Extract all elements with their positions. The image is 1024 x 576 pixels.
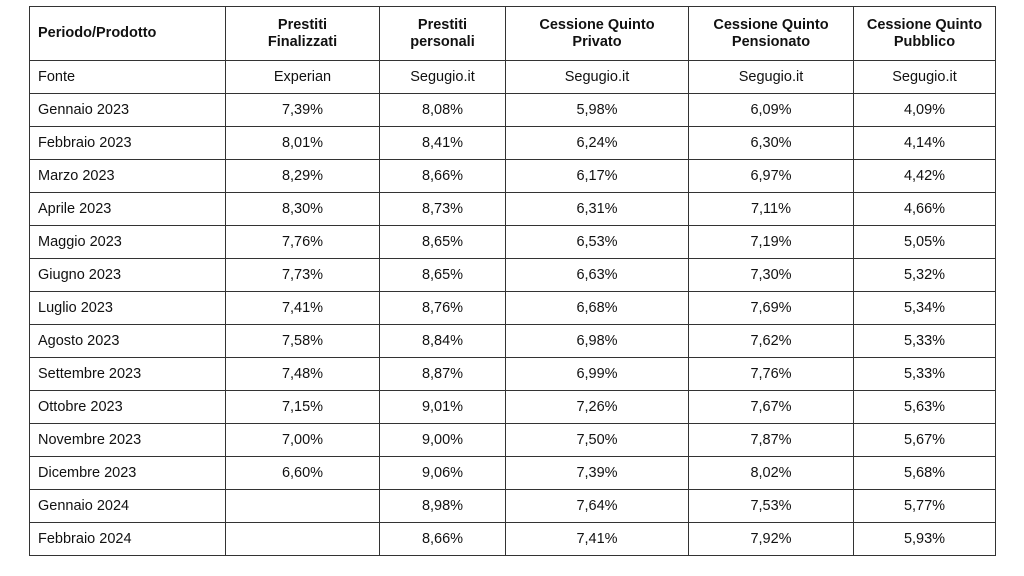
rate-cell: 8,01% bbox=[226, 127, 380, 160]
rate-cell: 5,63% bbox=[854, 391, 996, 424]
rate-cell: 7,39% bbox=[226, 94, 380, 127]
rate-cell: 8,66% bbox=[380, 523, 506, 556]
rate-cell: 7,30% bbox=[689, 259, 854, 292]
rate-cell: 6,31% bbox=[506, 193, 689, 226]
rate-cell: 5,98% bbox=[506, 94, 689, 127]
column-header-label: Pensionato bbox=[731, 33, 811, 50]
rate-cell: 7,41% bbox=[226, 292, 380, 325]
row-label-cell: Ottobre 2023 bbox=[30, 391, 226, 424]
row-label-cell: Dicembre 2023 bbox=[30, 457, 226, 490]
rate-cell: 7,19% bbox=[689, 226, 854, 259]
rate-cell: 4,09% bbox=[854, 94, 996, 127]
rate-cell: 7,26% bbox=[506, 391, 689, 424]
rate-cell: 5,67% bbox=[854, 424, 996, 457]
column-header-label: Cessione Quinto bbox=[713, 16, 829, 33]
rate-cell: 8,66% bbox=[380, 160, 506, 193]
row-label-cell: Gennaio 2024 bbox=[30, 490, 226, 523]
row-label-cell: Aprile 2023 bbox=[30, 193, 226, 226]
column-header-label: Prestiti bbox=[417, 16, 468, 33]
table-row bbox=[30, 391, 996, 424]
table-body bbox=[30, 61, 996, 556]
rate-cell: 8,02% bbox=[689, 457, 854, 490]
row-label-cell: Gennaio 2023 bbox=[30, 94, 226, 127]
rate-cell: 7,15% bbox=[226, 391, 380, 424]
rate-cell: 6,97% bbox=[689, 160, 854, 193]
table-row bbox=[30, 325, 996, 358]
rate-cell: 6,53% bbox=[506, 226, 689, 259]
table-row bbox=[30, 292, 996, 325]
rate-cell: 8,65% bbox=[380, 259, 506, 292]
rate-cell: 5,33% bbox=[854, 325, 996, 358]
rate-cell: 7,58% bbox=[226, 325, 380, 358]
table-row bbox=[30, 523, 996, 556]
rate-cell: 6,68% bbox=[506, 292, 689, 325]
column-header-label: Privato bbox=[572, 33, 622, 50]
table-row bbox=[30, 94, 996, 127]
column-header-cessione-quinto-pubblico bbox=[854, 7, 996, 61]
table-row bbox=[30, 490, 996, 523]
column-header-prestiti-personali bbox=[380, 7, 506, 61]
row-label-cell: Luglio 2023 bbox=[30, 292, 226, 325]
rate-cell: 6,09% bbox=[689, 94, 854, 127]
rate-cell: 4,42% bbox=[854, 160, 996, 193]
rate-cell: 7,76% bbox=[689, 358, 854, 391]
column-header-label: Pubblico bbox=[893, 33, 956, 50]
column-header-label: Periodo/Prodotto bbox=[38, 25, 157, 41]
rate-cell: 6,30% bbox=[689, 127, 854, 160]
source-row bbox=[30, 61, 996, 94]
row-label-cell: Fonte bbox=[30, 61, 226, 94]
rate-cell: 8,41% bbox=[380, 127, 506, 160]
rate-cell: 5,05% bbox=[854, 226, 996, 259]
row-label-cell: Marzo 2023 bbox=[30, 160, 226, 193]
rate-cell: 7,76% bbox=[226, 226, 380, 259]
column-header-label: Cessione Quinto bbox=[866, 16, 983, 33]
rate-cell: 6,24% bbox=[506, 127, 689, 160]
row-label-cell: Giugno 2023 bbox=[30, 259, 226, 292]
row-label-cell: Febbraio 2024 bbox=[30, 523, 226, 556]
rate-cell: Segugio.it bbox=[854, 61, 996, 94]
row-label-cell: Maggio 2023 bbox=[30, 226, 226, 259]
column-header-cessione-quinto-privato bbox=[506, 7, 689, 61]
rate-cell: 7,87% bbox=[689, 424, 854, 457]
rate-cell: 7,62% bbox=[689, 325, 854, 358]
column-header-label: personali bbox=[410, 33, 475, 50]
table-row bbox=[30, 193, 996, 226]
table-row bbox=[30, 127, 996, 160]
rate-cell: 7,41% bbox=[506, 523, 689, 556]
column-header-label: Finalizzati bbox=[267, 33, 338, 50]
table-row bbox=[30, 358, 996, 391]
column-header-label: Prestiti bbox=[277, 16, 328, 33]
rate-cell: 5,77% bbox=[854, 490, 996, 523]
rate-cell: 7,48% bbox=[226, 358, 380, 391]
rate-cell: 8,87% bbox=[380, 358, 506, 391]
rate-cell: 6,60% bbox=[226, 457, 380, 490]
rate-cell: Segugio.it bbox=[380, 61, 506, 94]
column-header-periodo bbox=[30, 7, 226, 61]
rate-cell: Segugio.it bbox=[689, 61, 854, 94]
rate-cell: Experian bbox=[226, 61, 380, 94]
loan-rates-table bbox=[29, 6, 996, 556]
rate-cell: 9,06% bbox=[380, 457, 506, 490]
rate-cell: 7,39% bbox=[506, 457, 689, 490]
rate-cell: 4,14% bbox=[854, 127, 996, 160]
rate-cell: 7,92% bbox=[689, 523, 854, 556]
rate-cell: 8,08% bbox=[380, 94, 506, 127]
rate-cell: 8,76% bbox=[380, 292, 506, 325]
rate-cell: 7,64% bbox=[506, 490, 689, 523]
rate-cell: 8,29% bbox=[226, 160, 380, 193]
row-label-cell: Agosto 2023 bbox=[30, 325, 226, 358]
table-header bbox=[30, 7, 996, 61]
rate-cell: 7,53% bbox=[689, 490, 854, 523]
rate-cell: 9,00% bbox=[380, 424, 506, 457]
rate-cell: 8,65% bbox=[380, 226, 506, 259]
rate-cell: 8,84% bbox=[380, 325, 506, 358]
row-label-cell: Novembre 2023 bbox=[30, 424, 226, 457]
rate-cell: 4,66% bbox=[854, 193, 996, 226]
row-label-cell: Febbraio 2023 bbox=[30, 127, 226, 160]
rate-cell: 8,98% bbox=[380, 490, 506, 523]
table-row bbox=[30, 424, 996, 457]
table-row bbox=[30, 259, 996, 292]
table-row bbox=[30, 457, 996, 490]
table-row bbox=[30, 226, 996, 259]
rate-cell bbox=[226, 523, 380, 556]
rate-cell: 5,93% bbox=[854, 523, 996, 556]
header-row bbox=[30, 7, 996, 61]
rate-cell: 5,33% bbox=[854, 358, 996, 391]
rate-cell: 5,32% bbox=[854, 259, 996, 292]
column-header-prestiti-finalizzati bbox=[226, 7, 380, 61]
rate-cell: 7,00% bbox=[226, 424, 380, 457]
rate-cell: Segugio.it bbox=[506, 61, 689, 94]
rate-cell: 8,30% bbox=[226, 193, 380, 226]
rate-cell: 7,50% bbox=[506, 424, 689, 457]
rate-cell: 5,68% bbox=[854, 457, 996, 490]
rate-cell: 8,73% bbox=[380, 193, 506, 226]
rate-cell: 5,34% bbox=[854, 292, 996, 325]
rate-cell: 7,11% bbox=[689, 193, 854, 226]
row-label-cell: Settembre 2023 bbox=[30, 358, 226, 391]
rate-cell: 6,99% bbox=[506, 358, 689, 391]
rate-cell: 6,98% bbox=[506, 325, 689, 358]
rate-cell: 7,67% bbox=[689, 391, 854, 424]
rate-cell: 7,73% bbox=[226, 259, 380, 292]
table-row bbox=[30, 160, 996, 193]
rate-cell bbox=[226, 490, 380, 523]
column-header-cessione-quinto-pensionato bbox=[689, 7, 854, 61]
column-header-label: Cessione Quinto bbox=[539, 16, 655, 33]
rate-cell: 9,01% bbox=[380, 391, 506, 424]
rate-cell: 6,17% bbox=[506, 160, 689, 193]
rate-cell: 7,69% bbox=[689, 292, 854, 325]
rate-cell: 6,63% bbox=[506, 259, 689, 292]
